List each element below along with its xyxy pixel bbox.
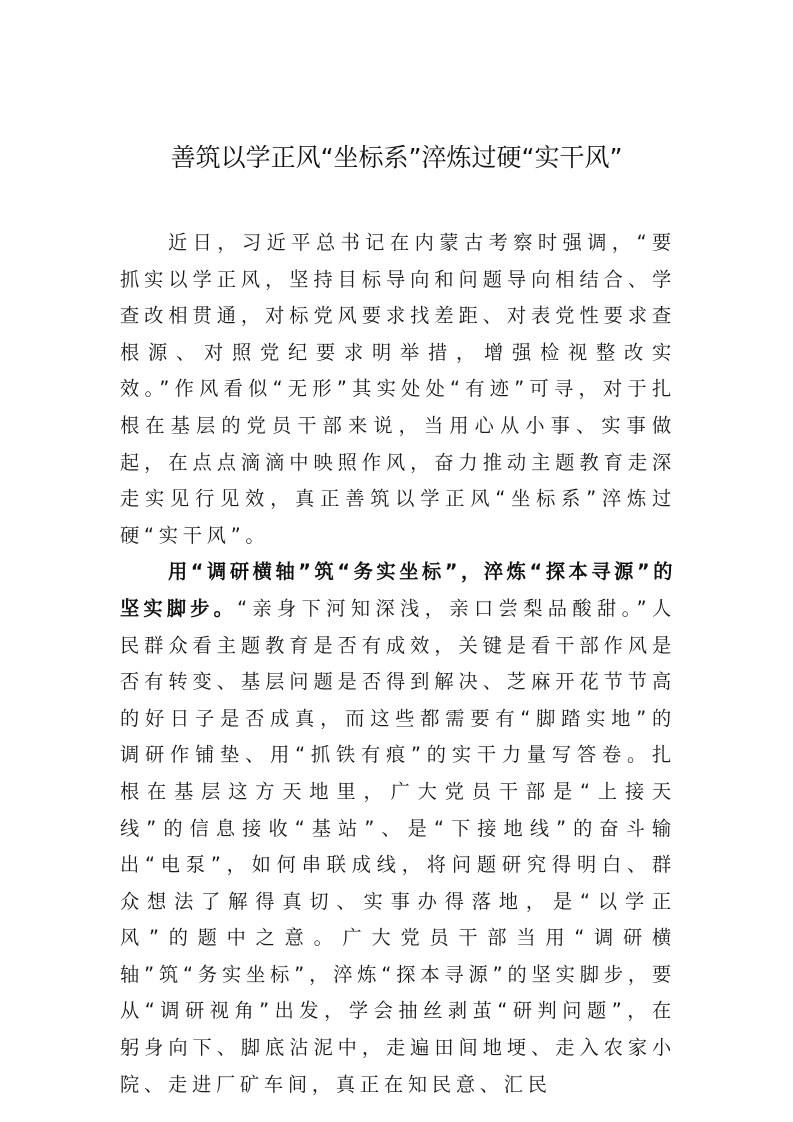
paragraph-research-heading: 用“调研横轴”筑“务实坐标”，淬炼“探本寻源”的坚实脚步。 bbox=[120, 560, 676, 620]
document-body bbox=[120, 225, 676, 1103]
paragraph-intro bbox=[120, 225, 676, 554]
document-title: 善筑以学正风“坐标系”淬炼过硬“实干风” bbox=[170, 143, 623, 172]
paragraph-intro-text: 近日，习近平总书记在内蒙古考察时强调，“要抓实以学正风，坚持目标导向和问题导向相结合、学查改相贯通，对标党风要求找差距、对表党性要求查根源、对照党纪要求明举措，增强检视整改实效。”作风看似“无形”其实处处“有迹”可寻，对于扎根在基层的党员干部来说，当用心从小事、实事做起，在点点滴滴中映照作风，奋力推动主题教育走深走实见行见效，真正善筑以学正风“坐标系”淬炼过硬“实干风”。 bbox=[120, 231, 676, 547]
paragraph-research-text: “亲身下河知深浅，亲口尝梨品酸甜。”人民群众看主题教育是否有成效，关键是看干部作风是否有转变、基层问题是否得到解决、芝麻开花节节高的好日子是否成真，而这些都需要有“脚踏实地”的调研作铺垫、用“抓铁有痕”的实干力量写答卷。扎根在基层这方天地里，广大党员干部是“上接天线”的信息接收“基站”、是“下接地线”的奋斗输出“电泵”，如何串联成线，将问题研究得明白、群众想法了解得真切、实事办得落地，是“以学正风”的题中之意。广大党员干部当用“调研横轴”筑“务实坐标”，淬炼“探本寻源”的坚实脚步，要从“调研视角”出发，学会抽丝剥茧“研判问题”，在躬身向下、脚底沾泥中，走遍田间地埂、走入农家小院、走进厂矿车间，真正在知民意、汇民 bbox=[120, 596, 677, 1096]
paragraph-research bbox=[120, 554, 676, 1103]
